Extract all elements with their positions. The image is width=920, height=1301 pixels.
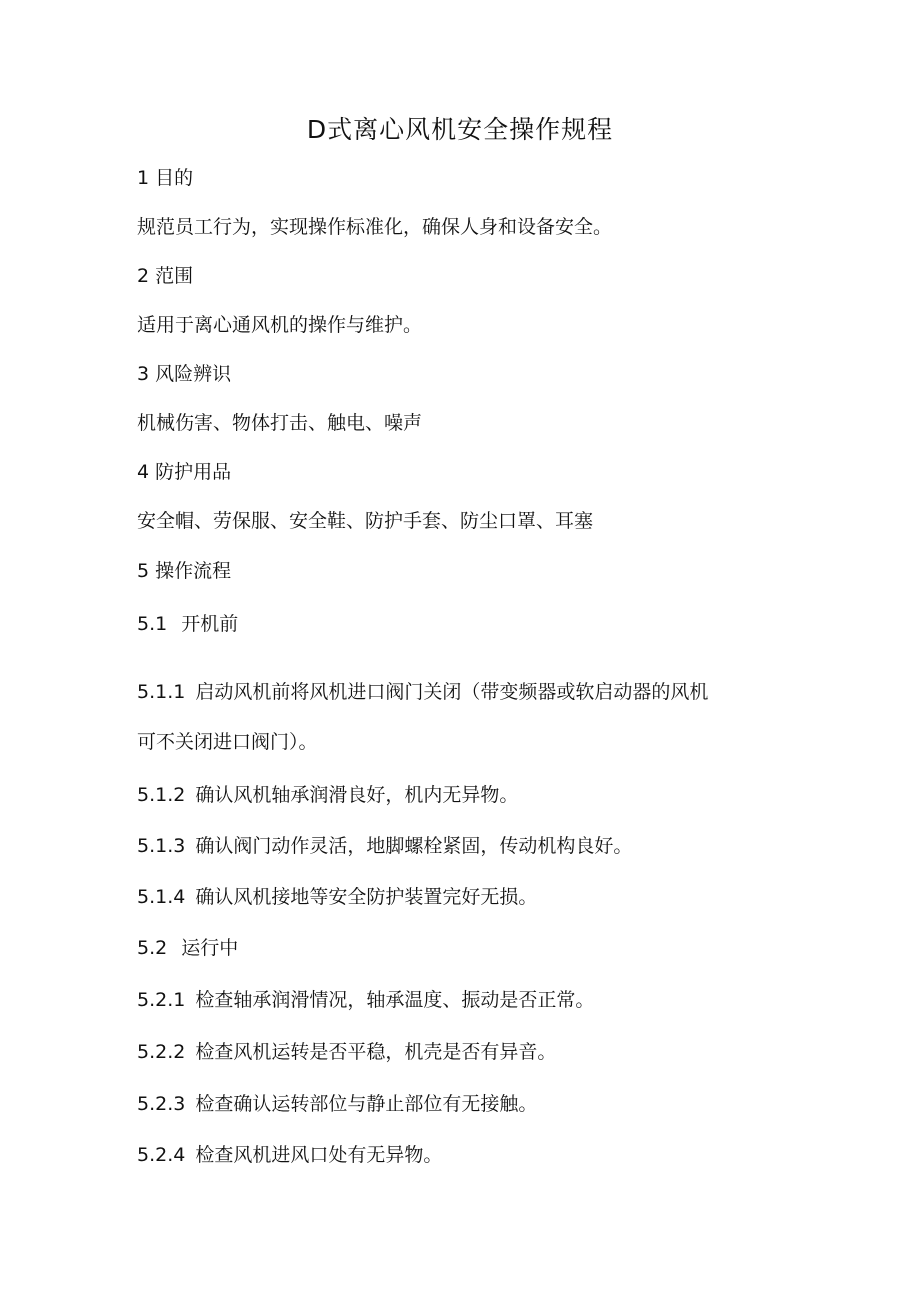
item-text: 检查确认运转部位与静止部位有无接触。 [195,1093,538,1115]
item-number: 5.1.2 [137,784,186,806]
subsection-before-start-heading [137,609,797,639]
list-item-5-2-4 [137,1140,797,1170]
section-scope-heading: 2 范围 [137,265,194,287]
list-item-5-1-3 [137,831,797,861]
list-item-5-2-3 [137,1089,797,1119]
subsection-title: 开机前 [181,613,239,635]
list-item-5-2-2 [137,1037,797,1067]
list-item-5-1-4 [137,882,797,912]
list-item-5-1-2 [137,780,797,810]
item-text: 启动风机前将风机进口阀门关闭（带变频器或软启动器的风机 [195,681,709,703]
item-number: 5.2.1 [137,989,186,1011]
section-ppe-heading: 4 防护用品 [137,461,232,483]
list-item-5-1-1-continuation: 可不关闭进口阀门）。 [137,731,318,753]
subsection-running-heading [137,933,797,963]
subsection-number: 5.2 [137,937,168,959]
item-number: 5.2.4 [137,1144,186,1166]
item-number: 5.1.3 [137,835,186,857]
section-ppe-text: 安全帽、劳保服、安全鞋、防护手套、防尘口罩、耳塞 [137,510,594,532]
section-risk-heading: 3 风险辨识 [137,363,232,385]
item-text: 确认风机轴承润滑良好，机内无异物。 [195,784,519,806]
section-risk-text: 机械伤害、物体打击、触电、噪声 [137,412,423,434]
subsection-number: 5.1 [137,613,168,635]
list-item-5-2-1 [137,985,797,1015]
item-text: 确认阀门动作灵活，地脚螺栓紧固，传动机构良好。 [195,835,633,857]
item-number: 5.2.3 [137,1093,186,1115]
item-text: 确认风机接地等安全防护装置完好无损。 [195,886,538,908]
section-purpose-heading: 1 目的 [137,167,194,189]
item-number: 5.1.4 [137,886,186,908]
document-title: D式离心风机安全操作规程 [306,115,614,144]
item-number: 5.1.1 [137,681,186,703]
section-purpose-text: 规范员工行为，实现操作标准化，确保人身和设备安全。 [137,216,613,238]
item-text: 检查轴承润滑情况，轴承温度、振动是否正常。 [195,989,595,1011]
item-text: 检查风机进风口处有无异物。 [195,1144,443,1166]
subsection-title: 运行中 [181,937,239,959]
section-scope-text: 适用于离心通风机的操作与维护。 [137,314,423,336]
list-item-5-1-1 [137,677,797,707]
section-process-heading: 5 操作流程 [137,560,232,582]
item-number: 5.2.2 [137,1041,186,1063]
item-text: 检查风机运转是否平稳，机壳是否有异音。 [195,1041,557,1063]
